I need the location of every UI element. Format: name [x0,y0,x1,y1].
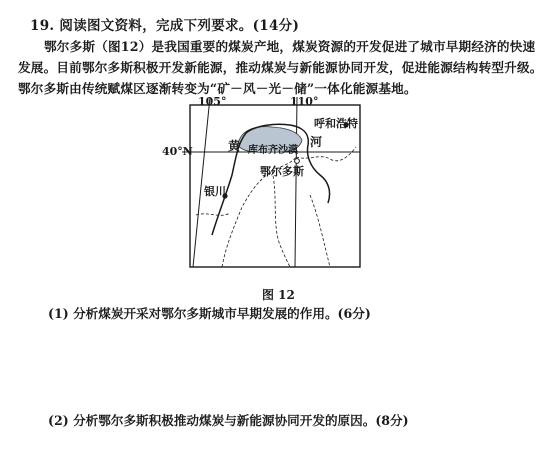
ordos-label: 鄂尔多斯 [260,165,304,178]
yinchuan-label: 银川 [204,185,226,198]
question-number: 19. [30,18,55,34]
material-paragraph: 鄂尔多斯（图12）是我国重要的煤炭产地，煤炭资源的开发促进了城市早期经济的快速发展。目前鄂尔多斯积极开发新能源，推动煤炭与新能源协同开发，促进能源结构转型升级。鄂尔多斯由传统赋煤区逐渐转变为“矿－风－光－储”一体化能源基地。 [18,39,543,96]
figure-caption: 图 12 [262,288,295,302]
lat-40-label: 40°N [162,145,193,158]
map-figure [160,95,382,285]
yellow-river-label-he: 河 [310,135,323,149]
sub-question-2: (2) 分析鄂尔多斯积极推动煤炭与新能源协同开发的原因。(8分) [48,413,409,428]
kubuqi-desert-label: 库布齐沙漠 [248,145,298,156]
lon-110-label: 110° [290,95,319,108]
sub-question-1: (1) 分析煤炭开采对鄂尔多斯城市早期发展的作用。(6分) [48,306,371,321]
question-heading [30,14,299,34]
hohhot-label: 呼和浩特 [314,117,358,130]
lon-105-label: 105° [198,95,227,108]
yellow-river-label-huang: 黄 [228,139,241,153]
question-instruction: 阅读图文资料，完成下列要求。(14分) [59,18,300,34]
